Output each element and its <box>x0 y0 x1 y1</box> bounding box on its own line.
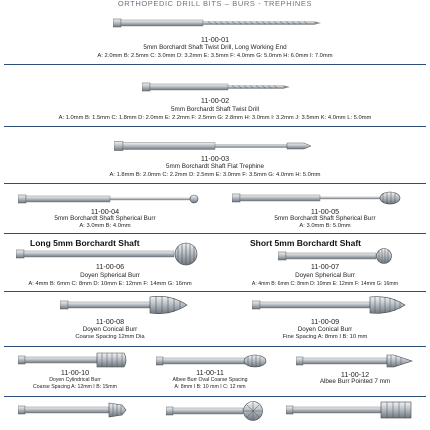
item-sizes: A: 3.0mm B: 4.0mm <box>79 223 131 229</box>
trephine-crown-icon <box>286 400 416 420</box>
item-description: 5mm Borchardt Shaft Flat Trephine <box>166 163 264 170</box>
item-code: 11-00-03 <box>200 154 230 163</box>
twist-drill-long-icon <box>113 17 323 29</box>
item-description: Doyen Spherical Burr <box>295 272 355 279</box>
item-sizes: A: 3.0mm B: 5.0mm <box>299 223 351 229</box>
page-header: ORTHOPEDIC DRILL BITS – BURS - TREPHINES <box>117 0 313 8</box>
item-code: 11-00-09 <box>310 317 340 326</box>
item-sizes: A: 4mm B: 6mm C: 8mm D: 10mm E: 12mm F: 14mm G: 16mm <box>28 281 192 287</box>
section-divider <box>4 183 426 184</box>
item-description: Doyen Cylindrical Burr <box>49 377 101 383</box>
item-code: 11-00-05 <box>310 207 340 216</box>
item-description: Albee Burr Pointed 7 mm <box>319 378 391 385</box>
albee-pointed-burr-icon <box>296 354 414 368</box>
item-description: Doyen Conical Burr <box>82 326 138 333</box>
item-description: 5mm Borchardt Shaft Twist Drill <box>170 106 260 113</box>
item-sizes: A: 1.8mm B: 2.0mm C: 2.2mm D: 2.5mm E: 3.0mm F: 3.5mm G: 4.0mm H: 5.0mm <box>109 172 321 178</box>
albee-oval-burr-icon <box>156 353 268 369</box>
spherical-burr-icon <box>232 190 412 206</box>
item-sizes: A: 2.0mm B: 2.5mm C: 3.0mm D: 3.2mm E: 3.5mm F: 4.0mm G: 5.0mm H: 6.0mm I: 7.0mm <box>97 53 333 59</box>
item-description: Albee Burr Oval Coarse Spacing <box>172 377 248 383</box>
item-code: 11-00-07 <box>310 262 340 271</box>
twist-drill-icon <box>142 81 292 93</box>
item-description: Doyen Spherical Burr <box>80 272 140 279</box>
rosette-burr-icon <box>166 400 266 422</box>
item-sizes: Fine Spacing A: 8mm I B: 10 mm <box>282 334 368 340</box>
section-divider <box>4 396 426 397</box>
item-description: 5mm Borchardt Shaft Spherical Burr <box>54 215 156 222</box>
crown-burr-icon <box>18 402 130 418</box>
item-code: 11-00-08 <box>95 317 125 326</box>
item-code: 11-00-10 <box>60 368 90 377</box>
flat-trephine-icon <box>114 140 314 152</box>
item-sizes: A: 4mm B: 6mm C: 8mm D: 10mm E: 12mm F: 14mm G: 16mm <box>251 281 399 287</box>
doyen-conical-burr-icon <box>252 295 408 315</box>
short-shaft-heading: Short 5mm Borchardt Shaft <box>250 238 361 248</box>
item-sizes: A: 1.0mm B: 1.5mm C: 1.8mm D: 2.0mm E: 2.2mm F: 2.5mm G: 2.8mm H: 3.0mm I: 3.2mm J: 3.5mm K: 4.0mm L: 5.0mm <box>58 115 372 121</box>
item-code: 11-00-01 <box>200 35 230 44</box>
section-divider <box>4 346 426 347</box>
item-sizes: A: 8mm I B: 10 mm I C: 12 mm <box>174 384 246 390</box>
item-description: Doyen Conical Burr <box>297 326 353 333</box>
item-code: 11-00-11 <box>196 368 224 377</box>
item-description: 5mm Borchardt Shaft Spherical Burr <box>274 215 376 222</box>
spherical-burr-icon <box>18 192 208 206</box>
item-code: 11-00-02 <box>200 96 230 105</box>
section-divider <box>4 233 426 234</box>
item-code: 11-00-04 <box>90 207 120 216</box>
section-divider <box>4 64 426 65</box>
doyen-conical-burr-icon <box>60 293 190 317</box>
doyen-cylindrical-burr-icon <box>18 351 130 369</box>
item-sizes: Coarse Spacing 12mm Dia <box>75 334 145 340</box>
item-description: 5mm Borchardt Shaft Twist Drill, Long Working End <box>143 44 287 51</box>
section-divider <box>4 126 426 127</box>
item-sizes: Coarse Spacing A: 12mm I B: 15mm <box>33 384 117 390</box>
item-code: 11-00-12 <box>340 370 370 379</box>
item-code: 11-00-06 <box>95 262 125 271</box>
long-shaft-heading: Long 5mm Borchardt Shaft <box>30 238 140 248</box>
